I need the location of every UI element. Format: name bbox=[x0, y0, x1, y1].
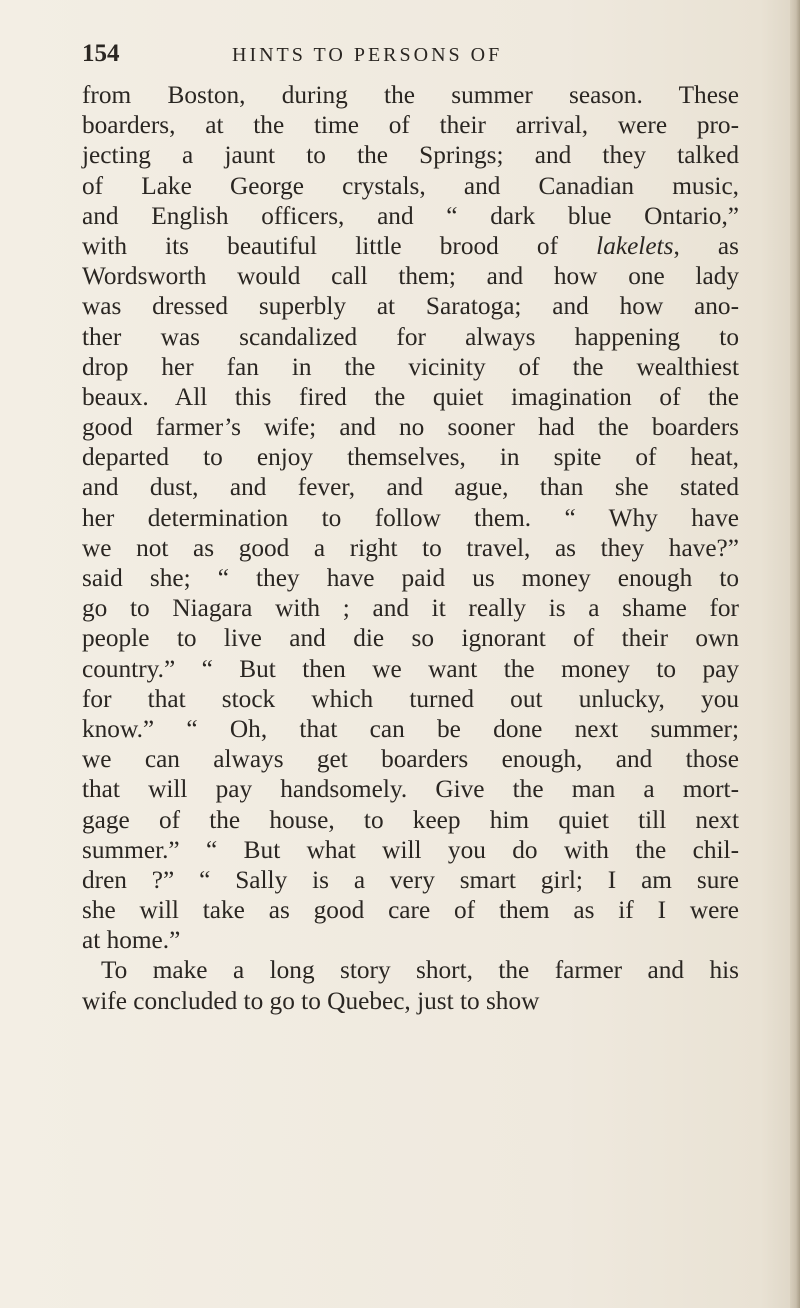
text-line: gage of the house, to keep him quiet till next bbox=[82, 805, 739, 834]
text-line: we not as good a right to travel, as they have?” bbox=[82, 533, 739, 562]
italic-word: lakelets bbox=[596, 231, 674, 260]
text-line: summer.” “ But what will you do with the chil- bbox=[82, 835, 739, 864]
body-text bbox=[82, 80, 739, 1016]
text-line: To make a long story short, the farmer and his bbox=[101, 956, 739, 985]
text-line: with its beautiful little brood of lakelets, as bbox=[82, 231, 739, 260]
text-line: ther was scandalized for always happening to bbox=[82, 322, 739, 351]
text-line: and dust, and fever, and ague, than she stated bbox=[82, 473, 739, 502]
text-line: said she; “ they have paid us money enough to bbox=[82, 564, 739, 592]
text-line: go to Niagara with ; and it really is a shame for bbox=[82, 594, 739, 623]
text-line: country.” “ But then we want the money to pay bbox=[82, 654, 739, 683]
page-header bbox=[82, 40, 722, 80]
text-line: good farmer’s wife; and no sooner had the boarders bbox=[82, 413, 739, 442]
text-line: boarders, at the time of their arrival, were pro- bbox=[82, 111, 739, 140]
text-line: and English officers, and “ dark blue Ontario,” bbox=[82, 201, 739, 230]
text-line: was dressed superbly at Saratoga; and how ano- bbox=[82, 292, 739, 321]
text-line: dren ?” “ Sally is a very smart girl; I am sure bbox=[82, 865, 739, 894]
text-line: departed to enjoy themselves, in spite of heat, bbox=[82, 443, 739, 472]
text-line: for that stock which turned out unlucky, you bbox=[82, 684, 739, 713]
text-line: she will take as good care of them as if I were bbox=[82, 896, 739, 925]
text-line: drop her fan in the vicinity of the wealthiest bbox=[82, 352, 739, 381]
text-line: Wordsworth would call them; and how one lady bbox=[82, 262, 739, 291]
text-line: at home.” bbox=[82, 926, 181, 955]
text-line: from Boston, during the summer season. These bbox=[82, 81, 739, 109]
text-line: we can always get boarders enough, and those bbox=[82, 745, 739, 774]
text-line: know.” “ Oh, that can be done next summer; bbox=[82, 714, 739, 743]
text-line: beaux. All this fired the quiet imagination of the bbox=[82, 382, 739, 411]
page-edge bbox=[790, 0, 800, 1308]
text-line: wife concluded to go to Quebec, just to show bbox=[82, 986, 540, 1015]
text-line: people to live and die so ignorant of their own bbox=[82, 624, 739, 653]
text-line: jecting a jaunt to the Springs; and they talked bbox=[82, 141, 739, 170]
page-number: 154 bbox=[82, 40, 120, 67]
running-title: HINTS TO PERSONS OF bbox=[232, 44, 503, 66]
text-line: that will pay handsomely. Give the man a mort- bbox=[82, 775, 739, 804]
text-line: her determination to follow them. “ Why have bbox=[82, 503, 739, 532]
text-line: of Lake George crystals, and Canadian music, bbox=[82, 171, 739, 200]
